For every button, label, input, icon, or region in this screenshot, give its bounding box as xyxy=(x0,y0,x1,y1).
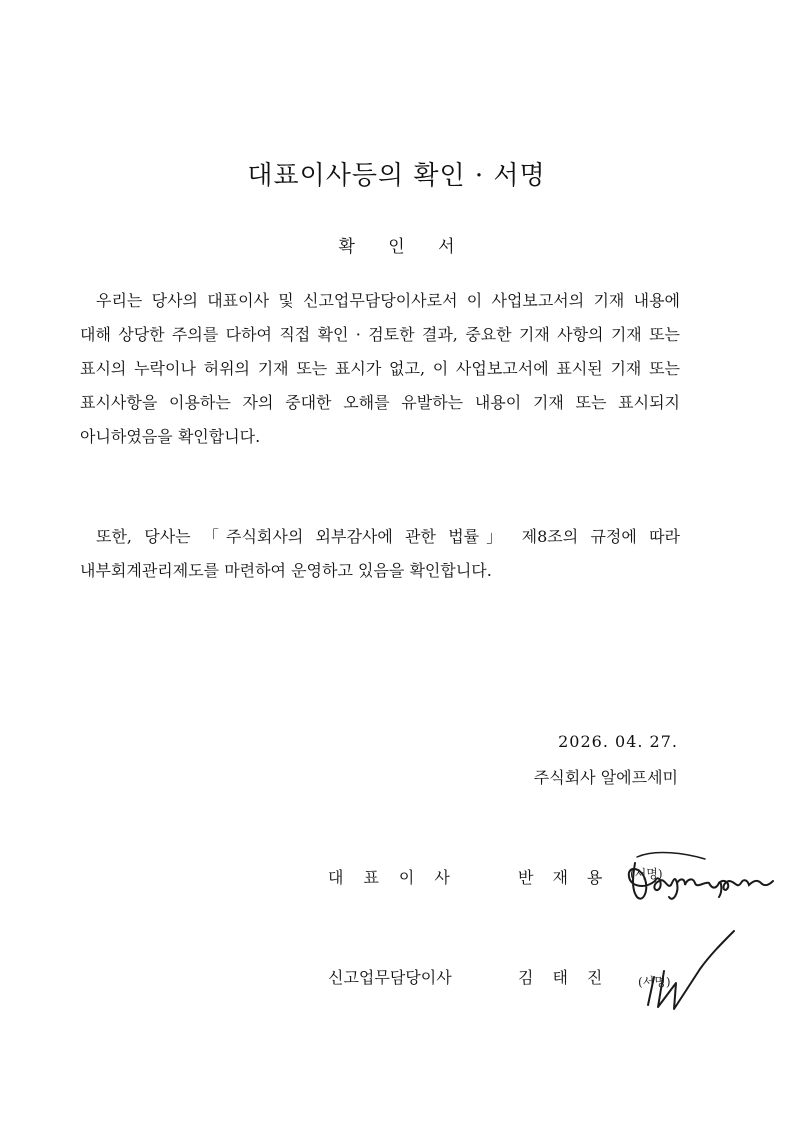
document-date: 2026. 04. 27. xyxy=(558,732,678,751)
company-name: 주식회사 알에프세미 xyxy=(533,768,678,787)
signatory-role: 대표이사 xyxy=(328,868,470,887)
page-title: 대표이사등의 확인 · 서명 xyxy=(247,161,546,191)
signatory-name: 김태진 xyxy=(518,968,622,987)
signature-image xyxy=(615,845,775,915)
internal-control-paragraph: 또한, 당사는 「주식회사의 외부감사에 관한 법률」 제8조의 규정에 따라 내부회계관리제도를 마련하여 운영하고 있음을 확인합니다. xyxy=(80,527,680,580)
confirmation-paragraph: 우리는 당사의 대표이사 및 신고업무담당이사로서 이 사업보고서의 기재 내용에 대해 상당한 주의를 다하여 직접 확인 · 검토한 결과, 중요한 기재 사항의 기재 또는 표시의 누락이나 허위의 기재 또는 표시가 없고, 이 사업보고서에 표시된 기재 또는 표시사항을 이용하는 자의 중대한 오해를 유발하는 내용이 기재 또는 표시되지 아니하였음을 확인합니다. xyxy=(80,291,680,446)
seal-label: (서명) xyxy=(630,867,663,881)
signatory-name: 반재용 xyxy=(518,868,622,887)
signature-image xyxy=(630,925,740,1015)
confirmation-heading: 확 인 서 xyxy=(338,237,469,257)
seal-label: (서명) xyxy=(638,975,671,989)
signatory-role: 신고업무담당이사 xyxy=(328,968,452,987)
